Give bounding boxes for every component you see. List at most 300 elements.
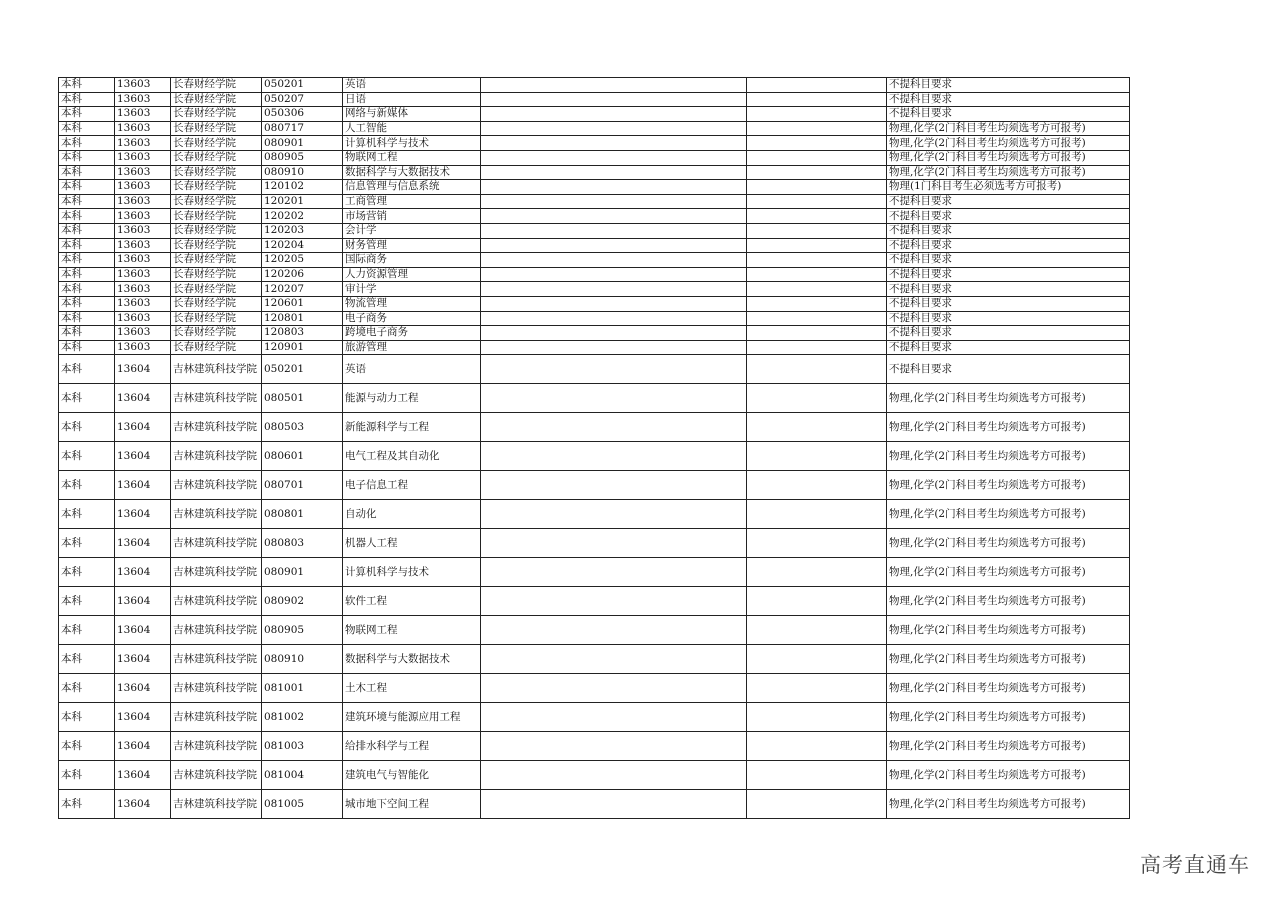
school-name-cell: 长春财经学院	[171, 92, 262, 107]
blank-cell	[747, 587, 887, 616]
major-code-cell: 080503	[262, 413, 343, 442]
table-row	[59, 645, 1130, 674]
major-name-cell: 工商管理	[343, 194, 481, 209]
major-code-cell: 080910	[262, 165, 343, 180]
table-row	[59, 296, 1130, 311]
school-name-cell: 吉林建筑科技学院	[171, 355, 262, 384]
level-cell: 本科	[59, 442, 115, 471]
blank-cell	[747, 165, 887, 180]
major-code-cell: 080801	[262, 500, 343, 529]
subject-requirement-cell: 物理,化学(2门科目考生均须选考方可报考)	[887, 645, 1130, 674]
major-code-cell: 120901	[262, 340, 343, 355]
school-code-cell: 13603	[115, 107, 171, 122]
major-code-cell: 080717	[262, 121, 343, 136]
blank-cell	[481, 413, 747, 442]
school-name-cell: 长春财经学院	[171, 121, 262, 136]
level-cell: 本科	[59, 558, 115, 587]
table-row	[59, 355, 1130, 384]
school-code-cell: 13603	[115, 267, 171, 282]
subject-requirement-cell: 物理,化学(2门科目考生均须选考方可报考)	[887, 121, 1130, 136]
blank-cell	[747, 384, 887, 413]
blank-cell	[747, 107, 887, 122]
blank-cell	[747, 761, 887, 790]
level-cell: 本科	[59, 326, 115, 341]
school-code-cell: 13604	[115, 442, 171, 471]
major-name-cell: 物联网工程	[343, 150, 481, 165]
subject-requirement-cell: 物理,化学(2门科目考生均须选考方可报考)	[887, 165, 1130, 180]
blank-cell	[481, 500, 747, 529]
blank-cell	[747, 136, 887, 151]
level-cell: 本科	[59, 616, 115, 645]
level-cell: 本科	[59, 413, 115, 442]
major-name-cell: 网络与新媒体	[343, 107, 481, 122]
blank-cell	[747, 78, 887, 93]
subject-requirement-cell: 物理,化学(2门科目考生均须选考方可报考)	[887, 384, 1130, 413]
school-name-cell: 长春财经学院	[171, 326, 262, 341]
major-name-cell: 计算机科学与技术	[343, 136, 481, 151]
table-row	[59, 78, 1130, 93]
subject-requirement-cell: 不提科目要求	[887, 282, 1130, 297]
major-name-cell: 城市地下空间工程	[343, 790, 481, 819]
level-cell: 本科	[59, 78, 115, 93]
subject-requirement-cell: 不提科目要求	[887, 267, 1130, 282]
blank-cell	[481, 107, 747, 122]
major-name-cell: 建筑电气与智能化	[343, 761, 481, 790]
blank-cell	[481, 253, 747, 268]
major-code-cell: 120206	[262, 267, 343, 282]
school-name-cell: 吉林建筑科技学院	[171, 558, 262, 587]
school-code-cell: 13604	[115, 355, 171, 384]
blank-cell	[481, 282, 747, 297]
school-code-cell: 13603	[115, 282, 171, 297]
school-code-cell: 13604	[115, 471, 171, 500]
blank-cell	[747, 645, 887, 674]
school-name-cell: 长春财经学院	[171, 253, 262, 268]
table-row	[59, 267, 1130, 282]
level-cell: 本科	[59, 238, 115, 253]
subject-requirement-cell: 物理,化学(2门科目考生均须选考方可报考)	[887, 761, 1130, 790]
blank-cell	[481, 92, 747, 107]
blank-cell	[747, 529, 887, 558]
blank-cell	[481, 180, 747, 195]
subject-requirement-cell: 不提科目要求	[887, 355, 1130, 384]
school-code-cell: 13604	[115, 732, 171, 761]
blank-cell	[747, 558, 887, 587]
subject-requirement-cell: 物理,化学(2门科目考生均须选考方可报考)	[887, 587, 1130, 616]
blank-cell	[747, 326, 887, 341]
table-row	[59, 107, 1130, 122]
subject-requirement-cell: 不提科目要求	[887, 238, 1130, 253]
major-name-cell: 市场营销	[343, 209, 481, 224]
school-name-cell: 吉林建筑科技学院	[171, 500, 262, 529]
blank-cell	[747, 500, 887, 529]
school-name-cell: 吉林建筑科技学院	[171, 645, 262, 674]
school-code-cell: 13603	[115, 238, 171, 253]
major-name-cell: 人工智能	[343, 121, 481, 136]
blank-cell	[747, 92, 887, 107]
school-name-cell: 长春财经学院	[171, 282, 262, 297]
blank-cell	[747, 194, 887, 209]
level-cell: 本科	[59, 355, 115, 384]
blank-cell	[481, 587, 747, 616]
level-cell: 本科	[59, 223, 115, 238]
school-name-cell: 长春财经学院	[171, 165, 262, 180]
school-code-cell: 13603	[115, 136, 171, 151]
blank-cell	[747, 282, 887, 297]
school-code-cell: 13604	[115, 790, 171, 819]
major-code-cell: 120102	[262, 180, 343, 195]
table-row	[59, 165, 1130, 180]
school-name-cell: 吉林建筑科技学院	[171, 413, 262, 442]
blank-cell	[481, 442, 747, 471]
school-code-cell: 13603	[115, 92, 171, 107]
subject-requirement-cell: 不提科目要求	[887, 296, 1130, 311]
major-name-cell: 电气工程及其自动化	[343, 442, 481, 471]
level-cell: 本科	[59, 674, 115, 703]
subject-requirement-cell: 不提科目要求	[887, 107, 1130, 122]
blank-cell	[481, 529, 747, 558]
school-name-cell: 长春财经学院	[171, 311, 262, 326]
school-name-cell: 长春财经学院	[171, 194, 262, 209]
school-code-cell: 13603	[115, 296, 171, 311]
table-row	[59, 413, 1130, 442]
level-cell: 本科	[59, 384, 115, 413]
level-cell: 本科	[59, 732, 115, 761]
blank-cell	[481, 194, 747, 209]
major-code-cell: 081004	[262, 761, 343, 790]
level-cell: 本科	[59, 471, 115, 500]
subject-requirement-cell: 物理,化学(2门科目考生均须选考方可报考)	[887, 558, 1130, 587]
subject-requirement-cell: 物理,化学(2门科目考生均须选考方可报考)	[887, 471, 1130, 500]
table-row	[59, 703, 1130, 732]
level-cell: 本科	[59, 282, 115, 297]
blank-cell	[747, 790, 887, 819]
table-row	[59, 442, 1130, 471]
school-code-cell: 13603	[115, 150, 171, 165]
subject-requirement-cell: 不提科目要求	[887, 311, 1130, 326]
level-cell: 本科	[59, 529, 115, 558]
major-code-cell: 120803	[262, 326, 343, 341]
blank-cell	[747, 355, 887, 384]
major-name-cell: 信息管理与信息系统	[343, 180, 481, 195]
table-row	[59, 587, 1130, 616]
major-name-cell: 机器人工程	[343, 529, 481, 558]
subject-requirement-cell: 物理,化学(2门科目考生均须选考方可报考)	[887, 790, 1130, 819]
major-code-cell: 120202	[262, 209, 343, 224]
level-cell: 本科	[59, 267, 115, 282]
blank-cell	[481, 150, 747, 165]
major-code-cell: 080905	[262, 616, 343, 645]
blank-cell	[481, 384, 747, 413]
school-name-cell: 长春财经学院	[171, 150, 262, 165]
blank-cell	[481, 223, 747, 238]
table-row	[59, 194, 1130, 209]
major-code-cell: 080910	[262, 645, 343, 674]
subject-requirement-cell: 物理,化学(2门科目考生均须选考方可报考)	[887, 413, 1130, 442]
level-cell: 本科	[59, 136, 115, 151]
major-name-cell: 能源与动力工程	[343, 384, 481, 413]
level-cell: 本科	[59, 500, 115, 529]
blank-cell	[747, 311, 887, 326]
level-cell: 本科	[59, 107, 115, 122]
blank-cell	[481, 732, 747, 761]
subject-requirement-cell: 不提科目要求	[887, 78, 1130, 93]
blank-cell	[747, 180, 887, 195]
blank-cell	[747, 150, 887, 165]
blank-cell	[481, 790, 747, 819]
level-cell: 本科	[59, 645, 115, 674]
school-code-cell: 13604	[115, 529, 171, 558]
blank-cell	[481, 165, 747, 180]
table-row	[59, 282, 1130, 297]
major-name-cell: 自动化	[343, 500, 481, 529]
blank-cell	[481, 340, 747, 355]
school-code-cell: 13604	[115, 761, 171, 790]
school-code-cell: 13603	[115, 180, 171, 195]
major-code-cell: 080902	[262, 587, 343, 616]
school-name-cell: 长春财经学院	[171, 296, 262, 311]
watermark-text: 高考直通车	[1140, 853, 1250, 877]
major-code-cell: 050207	[262, 92, 343, 107]
major-name-cell: 日语	[343, 92, 481, 107]
table-row	[59, 558, 1130, 587]
school-name-cell: 长春财经学院	[171, 267, 262, 282]
school-name-cell: 吉林建筑科技学院	[171, 761, 262, 790]
major-name-cell: 物联网工程	[343, 616, 481, 645]
subject-requirement-cell: 物理,化学(2门科目考生均须选考方可报考)	[887, 136, 1130, 151]
major-name-cell: 会计学	[343, 223, 481, 238]
major-name-cell: 审计学	[343, 282, 481, 297]
blank-cell	[747, 471, 887, 500]
school-name-cell: 吉林建筑科技学院	[171, 703, 262, 732]
table-row	[59, 253, 1130, 268]
blank-cell	[747, 238, 887, 253]
school-code-cell: 13604	[115, 500, 171, 529]
blank-cell	[481, 78, 747, 93]
blank-cell	[747, 732, 887, 761]
school-code-cell: 13603	[115, 253, 171, 268]
subject-requirement-cell: 不提科目要求	[887, 223, 1130, 238]
table-row	[59, 674, 1130, 703]
table-row	[59, 223, 1130, 238]
subject-requirement-cell: 物理,化学(2门科目考生均须选考方可报考)	[887, 616, 1130, 645]
blank-cell	[481, 471, 747, 500]
school-code-cell: 13604	[115, 645, 171, 674]
level-cell: 本科	[59, 340, 115, 355]
table-row	[59, 209, 1130, 224]
major-code-cell: 081002	[262, 703, 343, 732]
school-name-cell: 吉林建筑科技学院	[171, 384, 262, 413]
blank-cell	[481, 645, 747, 674]
major-name-cell: 土木工程	[343, 674, 481, 703]
school-code-cell: 13604	[115, 558, 171, 587]
school-name-cell: 吉林建筑科技学院	[171, 471, 262, 500]
table-row	[59, 136, 1130, 151]
major-name-cell: 计算机科学与技术	[343, 558, 481, 587]
school-name-cell: 吉林建筑科技学院	[171, 732, 262, 761]
subject-requirement-cell: 不提科目要求	[887, 92, 1130, 107]
subject-requirement-cell: 物理(1门科目考生必须选考方可报考)	[887, 180, 1130, 195]
school-code-cell: 13603	[115, 194, 171, 209]
major-code-cell: 080901	[262, 136, 343, 151]
table-row	[59, 500, 1130, 529]
table-row	[59, 761, 1130, 790]
school-name-cell: 长春财经学院	[171, 107, 262, 122]
level-cell: 本科	[59, 587, 115, 616]
school-name-cell: 长春财经学院	[171, 223, 262, 238]
table-row	[59, 471, 1130, 500]
school-name-cell: 长春财经学院	[171, 78, 262, 93]
major-name-cell: 跨境电子商务	[343, 326, 481, 341]
subject-requirement-cell: 物理,化学(2门科目考生均须选考方可报考)	[887, 703, 1130, 732]
blank-cell	[481, 326, 747, 341]
major-code-cell: 080803	[262, 529, 343, 558]
school-name-cell: 吉林建筑科技学院	[171, 790, 262, 819]
subject-requirement-cell: 物理,化学(2门科目考生均须选考方可报考)	[887, 500, 1130, 529]
blank-cell	[481, 296, 747, 311]
subject-requirement-cell: 不提科目要求	[887, 326, 1130, 341]
table-row	[59, 790, 1130, 819]
subject-requirement-cell: 不提科目要求	[887, 209, 1130, 224]
major-code-cell: 081001	[262, 674, 343, 703]
major-name-cell: 英语	[343, 355, 481, 384]
major-code-cell: 081003	[262, 732, 343, 761]
blank-cell	[481, 311, 747, 326]
major-code-cell: 080901	[262, 558, 343, 587]
subject-requirement-cell: 物理,化学(2门科目考生均须选考方可报考)	[887, 674, 1130, 703]
major-code-cell: 050306	[262, 107, 343, 122]
major-code-cell: 120205	[262, 253, 343, 268]
major-name-cell: 数据科学与大数据技术	[343, 165, 481, 180]
subject-requirement-cell: 物理,化学(2门科目考生均须选考方可报考)	[887, 529, 1130, 558]
major-code-cell: 120203	[262, 223, 343, 238]
school-code-cell: 13603	[115, 78, 171, 93]
level-cell: 本科	[59, 296, 115, 311]
school-name-cell: 长春财经学院	[171, 136, 262, 151]
table-row	[59, 121, 1130, 136]
major-code-cell: 120207	[262, 282, 343, 297]
school-name-cell: 吉林建筑科技学院	[171, 529, 262, 558]
school-code-cell: 13603	[115, 121, 171, 136]
school-code-cell: 13603	[115, 165, 171, 180]
school-name-cell: 吉林建筑科技学院	[171, 674, 262, 703]
table-row	[59, 311, 1130, 326]
blank-cell	[747, 121, 887, 136]
table-row	[59, 732, 1130, 761]
major-code-cell: 080701	[262, 471, 343, 500]
major-name-cell: 数据科学与大数据技术	[343, 645, 481, 674]
table-row	[59, 238, 1130, 253]
school-name-cell: 长春财经学院	[171, 180, 262, 195]
level-cell: 本科	[59, 121, 115, 136]
school-name-cell: 吉林建筑科技学院	[171, 442, 262, 471]
blank-cell	[747, 209, 887, 224]
major-name-cell: 新能源科学与工程	[343, 413, 481, 442]
subject-requirement-cell: 不提科目要求	[887, 194, 1130, 209]
major-name-cell: 人力资源管理	[343, 267, 481, 282]
major-name-cell: 建筑环境与能源应用工程	[343, 703, 481, 732]
table-row	[59, 180, 1130, 195]
blank-cell	[747, 442, 887, 471]
school-code-cell: 13604	[115, 413, 171, 442]
major-code-cell: 120801	[262, 311, 343, 326]
blank-cell	[747, 267, 887, 282]
school-code-cell: 13604	[115, 587, 171, 616]
major-name-cell: 旅游管理	[343, 340, 481, 355]
school-code-cell: 13603	[115, 209, 171, 224]
blank-cell	[747, 296, 887, 311]
table-row	[59, 326, 1130, 341]
major-name-cell: 电子商务	[343, 311, 481, 326]
subject-requirement-cell: 物理,化学(2门科目考生均须选考方可报考)	[887, 732, 1130, 761]
major-name-cell: 电子信息工程	[343, 471, 481, 500]
blank-cell	[481, 121, 747, 136]
major-name-cell: 软件工程	[343, 587, 481, 616]
subject-requirement-cell: 物理,化学(2门科目考生均须选考方可报考)	[887, 150, 1130, 165]
school-code-cell: 13604	[115, 616, 171, 645]
major-code-cell: 081005	[262, 790, 343, 819]
school-name-cell: 长春财经学院	[171, 340, 262, 355]
major-code-cell: 120201	[262, 194, 343, 209]
school-name-cell: 长春财经学院	[171, 209, 262, 224]
table-row	[59, 529, 1130, 558]
blank-cell	[481, 761, 747, 790]
school-code-cell: 13604	[115, 384, 171, 413]
blank-cell	[747, 674, 887, 703]
major-code-cell: 080601	[262, 442, 343, 471]
blank-cell	[747, 253, 887, 268]
school-name-cell: 吉林建筑科技学院	[171, 587, 262, 616]
blank-cell	[481, 674, 747, 703]
school-name-cell: 吉林建筑科技学院	[171, 616, 262, 645]
subject-requirement-cell: 物理,化学(2门科目考生均须选考方可报考)	[887, 442, 1130, 471]
blank-cell	[481, 558, 747, 587]
major-code-cell: 080501	[262, 384, 343, 413]
major-name-cell: 财务管理	[343, 238, 481, 253]
school-code-cell: 13604	[115, 703, 171, 732]
blank-cell	[481, 267, 747, 282]
major-name-cell: 给排水科学与工程	[343, 732, 481, 761]
table-row	[59, 92, 1130, 107]
major-code-cell: 050201	[262, 355, 343, 384]
blank-cell	[481, 355, 747, 384]
blank-cell	[481, 238, 747, 253]
table-row	[59, 384, 1130, 413]
level-cell: 本科	[59, 703, 115, 732]
blank-cell	[481, 616, 747, 645]
blank-cell	[747, 616, 887, 645]
table-row	[59, 340, 1130, 355]
blank-cell	[481, 209, 747, 224]
school-code-cell: 13603	[115, 223, 171, 238]
blank-cell	[747, 340, 887, 355]
table-row	[59, 616, 1130, 645]
major-code-cell: 050201	[262, 78, 343, 93]
level-cell: 本科	[59, 209, 115, 224]
blank-cell	[747, 223, 887, 238]
major-name-cell: 英语	[343, 78, 481, 93]
major-name-cell: 国际商务	[343, 253, 481, 268]
school-code-cell: 13603	[115, 326, 171, 341]
admission-table	[58, 77, 1130, 819]
blank-cell	[481, 136, 747, 151]
major-code-cell: 080905	[262, 150, 343, 165]
level-cell: 本科	[59, 92, 115, 107]
blank-cell	[747, 703, 887, 732]
school-code-cell: 13603	[115, 311, 171, 326]
level-cell: 本科	[59, 150, 115, 165]
subject-requirement-cell: 不提科目要求	[887, 340, 1130, 355]
